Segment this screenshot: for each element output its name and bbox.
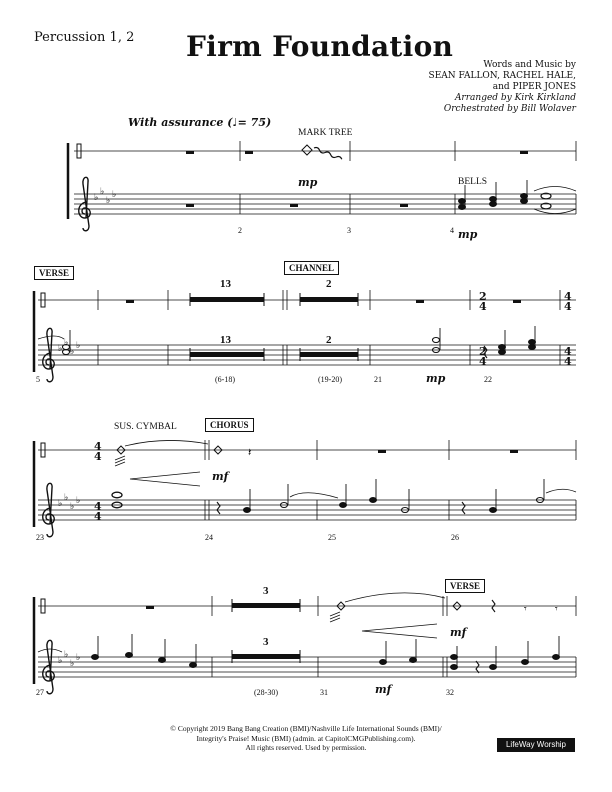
tempo-text: With assurance ( bbox=[128, 116, 233, 129]
svg-text:♭: ♭ bbox=[94, 192, 99, 202]
svg-text:♭: ♭ bbox=[58, 343, 63, 353]
dynamic-marking: mf bbox=[212, 470, 229, 483]
svg-text:♭: ♭ bbox=[70, 658, 75, 668]
credits-writers: and PIPER JONES bbox=[492, 82, 576, 92]
crescendo-hairpin bbox=[130, 472, 200, 486]
time-signature bbox=[479, 290, 572, 368]
credits-line: Words and Music by bbox=[483, 60, 576, 70]
system-1 bbox=[68, 141, 576, 231]
svg-text:4: 4 bbox=[94, 440, 102, 453]
multi-measure-rest bbox=[190, 297, 358, 357]
multi-measure-rest bbox=[232, 603, 300, 659]
svg-text:4: 4 bbox=[94, 500, 102, 513]
bells-notes bbox=[38, 634, 560, 670]
credits-arranger: Arranged by Kirk Kirkland bbox=[454, 93, 576, 103]
measure-number: 31 bbox=[320, 688, 328, 697]
svg-text:♭: ♭ bbox=[76, 495, 81, 505]
crescendo-hairpin bbox=[362, 624, 437, 638]
dynamic-marking: mp bbox=[298, 176, 318, 189]
tie bbox=[546, 489, 576, 493]
measure-number: 3 bbox=[347, 226, 351, 235]
multi-rest-count: 3 bbox=[263, 636, 269, 648]
measure-number: 27 bbox=[36, 688, 44, 697]
multi-rest-count: 2 bbox=[326, 334, 332, 346]
svg-text:4: 4 bbox=[564, 345, 572, 358]
measure-number: (19-20) bbox=[318, 375, 342, 384]
svg-text:♭: ♭ bbox=[106, 195, 111, 205]
multi-rest-count: 13 bbox=[220, 278, 231, 290]
instrument-label-bells: BELLS bbox=[458, 177, 488, 187]
tie bbox=[125, 440, 208, 446]
svg-text:4: 4 bbox=[564, 290, 572, 303]
whole-rest bbox=[146, 606, 154, 609]
system-4 bbox=[34, 593, 576, 694]
system-3 bbox=[34, 440, 576, 537]
svg-text:4: 4 bbox=[564, 355, 572, 368]
key-signature-flats bbox=[94, 186, 116, 205]
eighth-rest-icon: 𝄾 bbox=[555, 604, 558, 615]
measure-number: 5 bbox=[36, 375, 40, 384]
measure-number: 25 bbox=[328, 533, 336, 542]
diamond-note-icon bbox=[302, 145, 312, 155]
svg-text:♭: ♭ bbox=[70, 346, 75, 356]
credits-writers: SEAN FALLON, RACHEL HALE, bbox=[428, 71, 576, 81]
instrument-label-sus-cymbal: SUS. CYMBAL bbox=[114, 422, 177, 432]
dynamic-marking: mf bbox=[375, 683, 392, 696]
credits-orchestrator: Orchestrated by Bill Wolaver bbox=[443, 104, 576, 114]
multi-rest-count: 3 bbox=[263, 585, 269, 597]
measure-number: (28-30) bbox=[254, 688, 278, 697]
dynamic-marking: mf bbox=[450, 626, 467, 639]
svg-text:♭: ♭ bbox=[76, 652, 81, 662]
instrument-label-mark-tree: MARK TREE bbox=[298, 128, 353, 138]
key-signature-flats bbox=[58, 492, 80, 511]
measure-number: 26 bbox=[451, 533, 459, 542]
bells-staff bbox=[74, 194, 576, 214]
eighth-rest-icon: 𝄾 bbox=[524, 604, 527, 615]
svg-text:♭: ♭ bbox=[58, 498, 63, 508]
quarter-rest-icon: 𝄽 bbox=[248, 446, 252, 459]
svg-text:4: 4 bbox=[94, 450, 102, 463]
rehearsal-mark-verse: VERSE bbox=[34, 266, 74, 280]
measure-number: 23 bbox=[36, 533, 44, 542]
svg-text:4: 4 bbox=[94, 510, 102, 523]
rehearsal-mark-chorus: CHORUS bbox=[205, 418, 254, 432]
multi-rest-count: 2 bbox=[326, 278, 332, 290]
svg-text:♭: ♭ bbox=[64, 649, 69, 659]
tempo-value: = 75) bbox=[237, 116, 272, 129]
glissando-wave bbox=[313, 147, 342, 161]
svg-text:♭: ♭ bbox=[112, 189, 117, 199]
multi-rest-count: 13 bbox=[220, 334, 231, 346]
copyright-line: © Copyright 2019 Bang Bang Creation (BMI)/Nashville Life International Sounds (BMI)/ bbox=[170, 724, 442, 733]
measure-number: 4 bbox=[450, 226, 454, 235]
svg-text:4: 4 bbox=[479, 300, 487, 313]
measure-number: 2 bbox=[238, 226, 242, 235]
dynamic-marking: mp bbox=[458, 228, 478, 241]
measure-number: 22 bbox=[484, 375, 492, 384]
tie bbox=[534, 209, 576, 214]
quarter-note-icon: ♩ bbox=[232, 116, 238, 129]
slur bbox=[290, 493, 338, 498]
measure-number: 24 bbox=[205, 533, 213, 542]
tie bbox=[345, 593, 445, 602]
svg-text:♭: ♭ bbox=[70, 501, 75, 511]
tie bbox=[534, 187, 576, 192]
svg-text:4: 4 bbox=[479, 355, 487, 368]
svg-text:4: 4 bbox=[564, 300, 572, 313]
system-2 bbox=[34, 290, 576, 382]
svg-text:2: 2 bbox=[479, 290, 487, 303]
measure-number: (6-18) bbox=[215, 375, 235, 384]
time-signature bbox=[94, 440, 102, 523]
svg-text:2: 2 bbox=[479, 345, 487, 358]
copyright-line: All rights reserved. Used by permission. bbox=[245, 743, 367, 752]
svg-text:♭: ♭ bbox=[100, 186, 105, 196]
svg-text:♭: ♭ bbox=[76, 340, 81, 350]
svg-text:♭: ♭ bbox=[64, 492, 69, 502]
song-title: Firm Foundation bbox=[186, 30, 454, 63]
whole-rest bbox=[378, 450, 518, 453]
rehearsal-mark-channel: CHANNEL bbox=[284, 261, 339, 275]
svg-text:♭: ♭ bbox=[64, 337, 69, 347]
rehearsal-mark-verse: VERSE bbox=[445, 579, 485, 593]
dynamic-marking: mp bbox=[426, 372, 446, 385]
measure-number: 21 bbox=[374, 375, 382, 384]
svg-text:♭: ♭ bbox=[58, 655, 63, 665]
part-label: Percussion 1, 2 bbox=[34, 30, 135, 45]
measure-number: 32 bbox=[446, 688, 454, 697]
copyright-line: Integrity's Praise! Music (BMI) (admin. at CapitolCMGPublishing.com). bbox=[196, 733, 416, 743]
bells-notes bbox=[484, 326, 536, 358]
publisher-logo: LifeWay Worship bbox=[497, 738, 575, 752]
